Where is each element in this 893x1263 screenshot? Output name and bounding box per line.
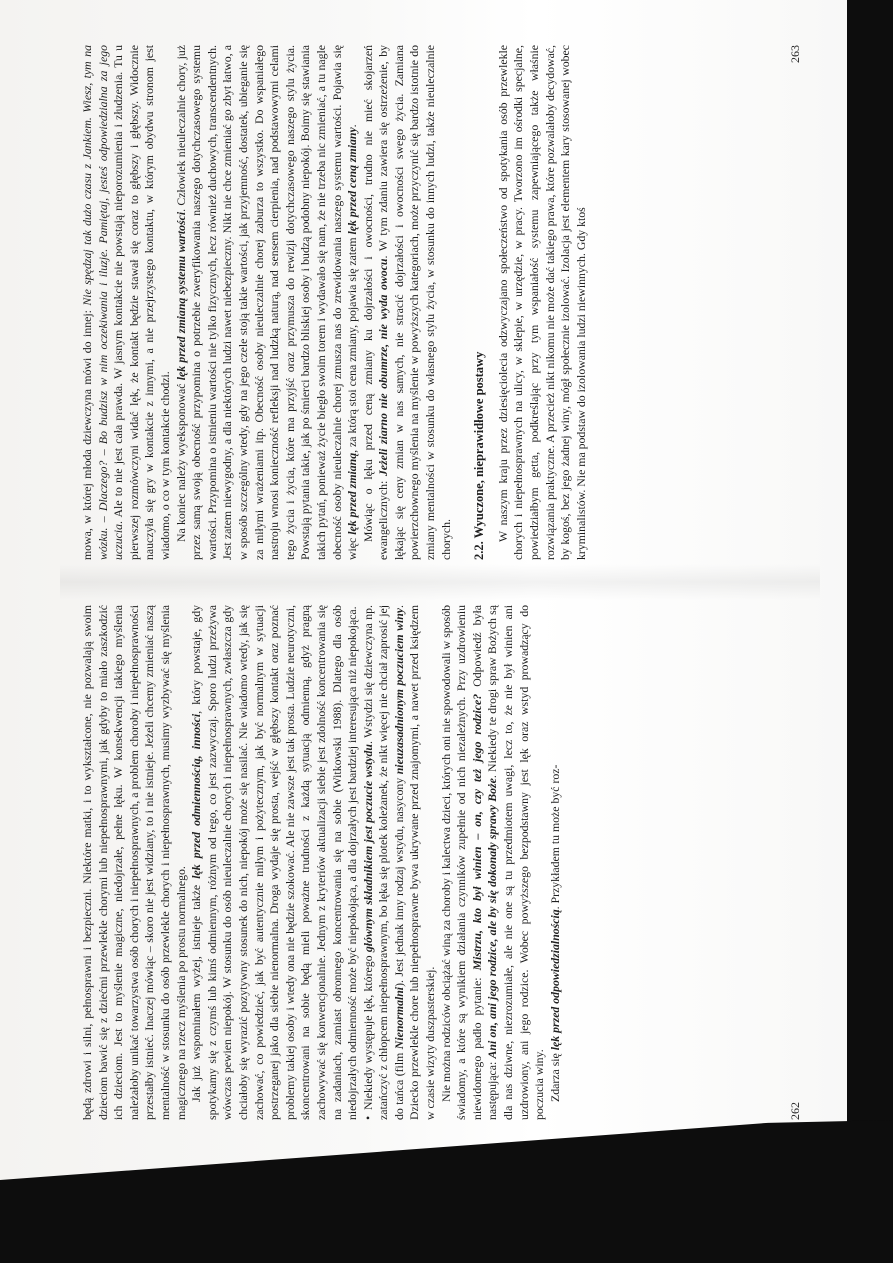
emphasis: nieuzasadnionym poczuciem winy bbox=[391, 607, 406, 775]
scanner-border-right bbox=[847, 0, 893, 1263]
emphasis: Jeżeli ziarno nie obumrze, nie wyda owocu bbox=[376, 258, 391, 477]
paragraph bbox=[189, 605, 361, 1120]
paragraph bbox=[496, 45, 590, 560]
paragraph bbox=[439, 605, 548, 1120]
emphasis: głównym składnikiem jest poczucie wstydu bbox=[360, 744, 375, 953]
page-number: 262 bbox=[788, 1102, 802, 1120]
page-number: 263 bbox=[788, 45, 802, 63]
section-heading: 2.2. Wyuczone, nieprawidłowe postawy bbox=[472, 351, 487, 560]
bullet-mark: • bbox=[360, 1115, 375, 1120]
text-run: . Wstydzi się dziewczyna np. zatańczyć z chłopcem niepełnosprawnym, bo lęka się plotek koleżanek, że nikt więcej nie chciał zaprosić jej do tańca (film bbox=[360, 605, 406, 1120]
text-run: , który powstaje, gdy spotykamy się z czymś lub kimś odmiennym, różnym od tego, co jest zazwyczaj. Sporo ludzi przeżywa wówczas pewien niepokój. W stosunku do osób nieuleczalnie chorych i niepełnosprawnych, zwłaszcza gdy chciałoby się wyrazić pozytywny stosunek do nich, niepokój może się nasilać. Nie wiadomo wtedy, jak się zachować, co powiedzieć, jak być autentycznie miłym i pożytecznym, jak być normalnym w sytuacji postrzeganej jako dla siebie nienormalna. Droga wydaje się prosta, wejść w głębszy kontakt oraz poznać problemy takiej osoby i wtedy ona nie będzie szokować. Ale nie zawsze jest tak prosta. Ludzie neurotyczni, skoncentrowani na sobie będą mieli poważne trudności z każdą sytuacją odmienną, gdyż pragną zachowywać się konwencjonalnie. Jednym z kryteriów aktualizacji siebie jest zdolność koncentrowania się na zadaniach, zamiast obronnego koncentrowania się na sobie (Witkowski 1988). Dlatego dla osób niedojrzałych odmienność może być niepokojąca, a dla dojrzałych jest bardziej interesująca niż niepokojąca. bbox=[189, 605, 360, 1120]
text-run: Na koniec należy wyeksponować bbox=[173, 380, 188, 542]
text-run: . Niekiedy te drogi spraw Bożych są dla nas dziwne, niezrozumiałe, ale nie one są tu przedmiotem uwagi, lecz to, że nie był winien ani uzdrowiony, ani jego rodzice. Wobec powyższego bezpodstawny jest lęk oraz wstyd prowadzący do poczucia winy. bbox=[485, 604, 547, 1120]
text-run: będą zdrowi i silni, pełnosprawni i bezpieczni. Niektóre matki, i to wykształcone, nie pozwalają swoim dzieciom bawić się z dziećmi przewlekle chorymi lub niepełnosprawnymi, jak gdyby to miało zaszkodzić ich dzieciom. Jest to myślenie magiczne, niedojrzałe, pełne lęku. W konsekwencji takiego myślenia należałoby unikać towarzystwa osób chorych i niepełnosprawnych, a problem choroby i niepełnosprawności przestałby istnieć. Inaczej mówiąc – skoro nie jest widziany, to i nie istnieje. Jeżeli chcemy zmieniać naszą mentalność w stosunku do osób przewlekle chorych i niepełnosprawnych, musimy wyzbywać się myślenia magicznego na rzecz myślenia po prostu normalnego. bbox=[80, 605, 188, 1120]
paragraph bbox=[80, 45, 174, 560]
emphasis: lęk przed odmiennością, inności bbox=[189, 713, 204, 879]
emphasis: Nienormalni bbox=[391, 986, 406, 1050]
paragraph bbox=[80, 605, 189, 1120]
gutter-shadow bbox=[60, 564, 820, 600]
emphasis: lęk przed ceną zmiany bbox=[345, 127, 360, 235]
text-run: Odpowiedź była następująca: bbox=[469, 605, 500, 1120]
paragraph bbox=[361, 605, 439, 1120]
text-run: Jak już wspominałem wyżej, istnieje także bbox=[189, 878, 204, 1102]
text-run: Nie można rodziców obciążać winą za choroby i kalectwa dzieci, których oni nie spowodowali w sposób świadomy, a które są wynikiem działania czynników zupełnie od nich niezależnych. Przy uzdrowieniu niewidomego padło pytanie: bbox=[438, 605, 484, 1120]
text-run: Mówiąc o lęku przed ceną zmiany ku dojrzałości i owocności, trudno nie mieć skojarzeń ewangelicznych: bbox=[360, 45, 391, 560]
text-run: . bbox=[345, 124, 360, 128]
book-spread bbox=[60, 30, 820, 1120]
emphasis: lęk przed odpowiedzialnością bbox=[547, 909, 562, 1051]
emphasis: Nie spędzaj tak dużo czasu z Jankiem. Wiesz, tym na wózku. – Dlaczego? – Bo budzisz w nim oczekiwania i iluzje. Pamiętaj, jesteś odpowiedzialna za jego uczucia bbox=[80, 45, 126, 560]
right-page-text bbox=[80, 45, 589, 560]
text-run: . Dziecko przewlekle chore lub niepełnosprawne bywa ukrywane przed znajomymi, a nawet przed księdzem w czasie wizyty duszpasterskiej. bbox=[391, 605, 438, 1120]
text-run: W naszym kraju przez dziesięciolecia odzwyczajano społeczeństwo od spotykania osób przewlekle chorych i niepełnosprawnych na ulicy, w sklepie, w urzędzie, w pracy. Tworzono im ośrodki specjalne, powiedziałbym getta, podkreślając przy tym wspaniałość systemu zapewniającego także właśnie rozwiązania praktyczne. A przecież nikt nikomu nie może dać takiego prawa, które pozwalałoby decydować, by kogoś, bez jego żadnej winy, mógł społecznie izolować. Izolacja jest elementem kary stosowanej wobec kryminalistów. Nie ma podstaw do izolowania ludzi niewinnych. Gdy ktoś bbox=[495, 45, 588, 560]
text-run: . Człowiek nieuleczalnie chory, już przez samą swoją obecność przypomina o potrzebie zweryfikowania naszego dotychczasowego systemu wartości. Przypomina o istnieniu wartości nie tylko fizycznych, lecz również duchowych, transcendentnych. Jest zatem niewygodny, a dla niektórych ludzi nawet niebezpieczny. Nikt nie chce zmieniać go zbyt łatwo, a w sposób szczególny wtedy, gdy na jego czele stoją takie wartości, jak przyjemność, dostatek, ubieganie się za miłymi wrażeniami itp. Obecność osoby nieuleczalnie chorej zaburza to wszystko. Do wspaniałego nastroju wnosi konieczność refleksji nad ludzką naturą, nad sensem cierpienia, nad podstawowymi celami tego życia i życia, które ma przyjść oraz przymusza do rewizji dotychczasowego naszego stylu życia. Powstają pytania takie, jak po śmierci bardzo bliskiej osoby i budzą podobny niepokój. Boimy się stawiania takich pytań, ponieważ życie biegło swoim torem i wydawało się nam, że nie trzeba nic zmieniać, a tu nagle obecność osoby nieuleczalnie chorej zmusza nas do zrewidowania naszego systemu wartości. Pojawia się więc bbox=[173, 45, 360, 560]
text-run: mowa, w której młoda dziewczyna mówi do innej: bbox=[80, 305, 94, 560]
text-run: . Przykładem tu może być roz- bbox=[547, 764, 562, 910]
text-run: Zdarza się bbox=[547, 1050, 562, 1102]
paragraph bbox=[361, 45, 455, 560]
emphasis: Mistrzu, kto był winien – on, czy też jego rodzice? bbox=[469, 693, 484, 971]
paragraph bbox=[548, 605, 564, 1120]
left-page bbox=[60, 605, 820, 1120]
text-run: . W tym zdaniu zawiera się ostrzeżenie, by lękając się ceny zmian w nas samych, nie stracić dojrzałości i owocności swego życia. Zamiana powierzchownego myślenia na myślenie w powyższych kategoriach, może przyczynić się bardzo istotnie do zmiany mentalności w stosunku do własnego stylu życia, w stosunku do innych ludzi, także nieuleczalnie chorych. bbox=[376, 45, 453, 560]
paragraph bbox=[174, 45, 361, 560]
text-run: . Ale to nie jest cała prawda. W jasnym kontakcie nie powstają nieporozumienia i złudzenia. Tu u pierwszej rozmówczyni widać lęk, że kontakt będzie stawał się coraz to głębszy i głębszy. Widocznie nauczyła się gry w kontakcie z innymi, a nie przejrzystego kontaktu, w którym obydwu stronom jest wiadomo, o co w tym kontakcie chodzi. bbox=[111, 45, 172, 560]
text-run: Niekiedy występuje lęk, którego bbox=[360, 952, 375, 1110]
text-run: , za którą stoi cena zmiany, pojawia się zatem bbox=[345, 234, 360, 453]
text-run: ). Jest jednak inny rodzaj wstydu, nasycony bbox=[391, 774, 406, 987]
emphasis: lęk przed zmianą bbox=[345, 452, 360, 535]
right-page bbox=[60, 45, 820, 560]
emphasis: Ani on, ani jego rodzice, ale by się dokonały sprawy Boże bbox=[485, 778, 500, 1059]
emphasis: lęk przed zmianą systemu wartości bbox=[173, 211, 188, 381]
left-page-text bbox=[80, 605, 563, 1120]
scanner-border-bottom bbox=[0, 1120, 893, 1263]
